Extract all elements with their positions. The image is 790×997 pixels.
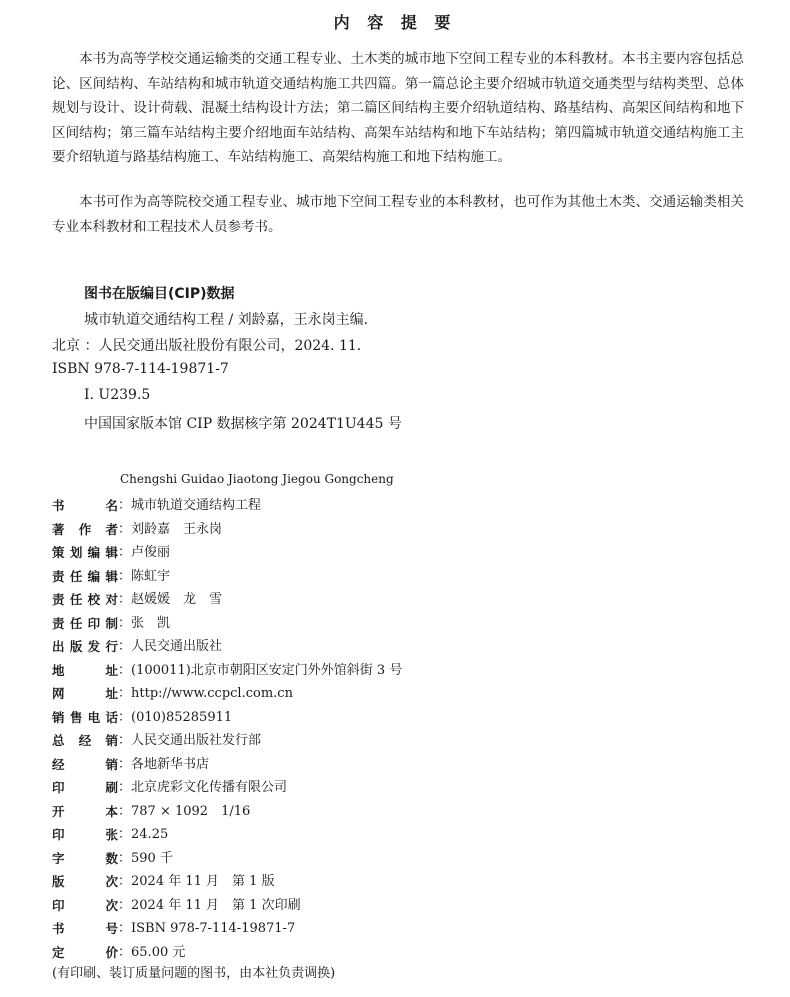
detail-colon: ：	[118, 780, 132, 795]
detail-label-char: 编	[87, 568, 101, 584]
detail-label-char: 数	[105, 850, 118, 866]
detail-row	[52, 729, 402, 753]
detail-value: http://www.ccpcl.com.cn	[131, 686, 293, 701]
detail-row	[52, 823, 402, 847]
detail-label-char: 版	[69, 639, 83, 654]
detail-label-char: 电	[87, 709, 101, 725]
detail-label-char: 印	[52, 897, 65, 913]
detail-value: 陈虹宇	[131, 568, 171, 584]
detail-label	[52, 565, 118, 589]
detail-label-char: 责	[52, 615, 65, 631]
detail-colon: ：	[118, 592, 132, 607]
detail-label	[52, 659, 118, 683]
detail-value: 人民交通出版社	[131, 639, 223, 654]
detail-value: 65.00 元	[131, 944, 186, 960]
detail-row	[52, 870, 402, 894]
detail-colon: ：	[118, 850, 132, 866]
detail-colon: ：	[118, 498, 132, 513]
detail-label-char: 制	[105, 615, 118, 631]
detail-label	[52, 917, 118, 941]
detail-row	[52, 894, 402, 918]
detail-label-char: 总	[52, 733, 65, 748]
detail-colon: ：	[118, 874, 132, 889]
detail-label-char: 名	[105, 498, 118, 513]
detail-value: 城市轨道交通结构工程	[131, 498, 262, 513]
detail-label-char: 本	[105, 803, 118, 819]
detail-label	[52, 753, 118, 777]
detail-value: (010)85285911	[131, 709, 233, 725]
detail-label	[52, 894, 118, 918]
detail-colon: ：	[118, 733, 132, 748]
detail-label-char: 经	[78, 733, 92, 748]
detail-label	[52, 706, 118, 730]
detail-label	[52, 823, 118, 847]
detail-label-char: 责	[52, 592, 65, 607]
detail-label-char: 销	[52, 709, 65, 725]
detail-value: 590 千	[131, 850, 173, 866]
detail-row	[52, 612, 402, 636]
summary-paragraph-1: 本书为高等学校交通运输类的交通工程专业、土木类的城市地下空间工程专业的本科教材。本书主要内容包括总论、区间结构、车站结构和城市轨道交通结构施工共四篇。第一篇总论主要介绍城市轨道交通类型与结构类型、总体规划与设计、设计荷载、混凝土结构设计方法；第二篇区间结构主要介绍轨道结构、路基结构、高架区间结构和地下区间结构；第三篇车站结构主要介绍地面车站结构、高架车站结构和地下车站结构；第四篇城市轨道交通结构施工主要介绍轨道与路基结构施工、车站结构施工、高架结构施工和地下结构施工。	[52, 51, 744, 165]
detail-label-char: 印	[87, 615, 101, 631]
detail-row	[52, 541, 402, 565]
detail-label-char: 号	[105, 921, 118, 936]
detail-label-char: 任	[69, 615, 83, 631]
detail-value: (100011)北京市朝阳区安定门外外馆斜街 3 号	[131, 662, 403, 678]
detail-label-char: 行	[105, 639, 118, 654]
detail-label-char: 址	[105, 662, 118, 678]
detail-label-char: 售	[69, 709, 83, 725]
detail-label-char: 网	[52, 686, 65, 701]
summary-paragraph-2: 本书可作为高等院校交通工程专业、城市地下空间工程专业的本科教材，也可作为其他土木类、交通运输类相关专业本科教材和工程技术人员参考书。	[52, 194, 744, 235]
detail-value: 人民交通出版社发行部	[131, 733, 262, 748]
detail-row	[52, 494, 402, 518]
detail-value: 2024 年 11 月 第 1 次印刷	[131, 897, 301, 913]
detail-label-char: 刷	[105, 780, 118, 795]
detail-colon: ：	[118, 827, 132, 842]
detail-label	[52, 941, 118, 965]
detail-label	[52, 541, 118, 565]
detail-label	[52, 494, 118, 518]
detail-label-char: 经	[52, 756, 65, 772]
detail-value: 刘龄嘉 王永岗	[131, 521, 223, 537]
detail-colon: ：	[118, 545, 132, 560]
detail-label-char: 印	[52, 780, 65, 795]
detail-label	[52, 870, 118, 894]
detail-value: 2024 年 11 月 第 1 版	[131, 874, 275, 889]
cip-line-publisher: 北京 ：人民交通出版社股份有限公司，2024. 11.	[52, 338, 362, 354]
detail-colon: ：	[118, 921, 132, 936]
detail-label-char: 出	[52, 639, 65, 654]
pinyin-title: Chengshi Guidao Jiaotong Jiegou Gongcheng	[120, 472, 394, 486]
detail-label-char: 张	[105, 827, 118, 842]
detail-label-char: 发	[87, 639, 101, 654]
detail-label-char: 版	[52, 874, 65, 889]
detail-colon: ：	[118, 944, 132, 960]
detail-value: 张 凯	[131, 615, 171, 631]
detail-label-char: 次	[105, 874, 118, 889]
detail-row	[52, 753, 402, 777]
detail-label-char: 任	[69, 568, 83, 584]
detail-label	[52, 612, 118, 636]
detail-label	[52, 518, 118, 542]
cip-line-classification: Ⅰ. U239.5	[84, 387, 151, 403]
detail-label-char: 编	[87, 545, 101, 560]
detail-label-char: 作	[78, 521, 92, 537]
detail-label	[52, 729, 118, 753]
cip-heading: 图书在版编目(CIP)数据	[84, 286, 235, 302]
detail-label-char: 著	[52, 521, 65, 537]
detail-colon: ：	[118, 897, 132, 913]
detail-label-char: 地	[52, 662, 65, 678]
detail-label-char: 责	[52, 568, 65, 584]
detail-row	[52, 706, 402, 730]
detail-row	[52, 847, 402, 871]
footnote: (有印刷、装订质量问题的图书，由本社负责调换)	[52, 966, 336, 981]
cip-line-isbn: ISBN 978-7-114-19871-7	[52, 361, 229, 377]
detail-row	[52, 800, 402, 824]
detail-colon: ：	[118, 615, 132, 631]
detail-colon: ：	[118, 803, 132, 819]
detail-label-char: 话	[105, 709, 118, 725]
detail-label-char: 书	[52, 498, 65, 513]
detail-label-char: 印	[52, 827, 65, 842]
detail-row	[52, 682, 402, 706]
detail-label-char: 任	[69, 592, 83, 607]
detail-row	[52, 588, 402, 612]
detail-label-char: 书	[52, 921, 65, 936]
detail-label	[52, 588, 118, 612]
detail-label	[52, 635, 118, 659]
detail-row	[52, 565, 402, 589]
cip-line-record-number: 中国国家版本馆 CIP 数据核字第 2024T1U445 号	[84, 416, 402, 432]
detail-label-char: 字	[52, 850, 65, 866]
detail-label-char: 价	[105, 944, 118, 960]
detail-label-char: 辑	[105, 545, 118, 560]
detail-row	[52, 917, 402, 941]
detail-colon: ：	[118, 709, 132, 725]
detail-label-char: 定	[52, 944, 65, 960]
detail-label-char: 策	[52, 545, 65, 560]
detail-colon: ：	[118, 521, 132, 537]
detail-colon: ：	[118, 662, 132, 678]
detail-label-char: 开	[52, 803, 65, 819]
detail-colon: ：	[118, 568, 132, 584]
detail-label-char: 校	[87, 592, 101, 607]
detail-row	[52, 635, 402, 659]
detail-row	[52, 659, 402, 683]
detail-value: 北京虎彩文化传播有限公司	[131, 780, 288, 795]
detail-row	[52, 776, 402, 800]
detail-value: 24.25	[131, 827, 169, 842]
cip-line-title: 城市轨道交通结构工程 / 刘龄嘉，王永岗主编.	[84, 312, 369, 328]
detail-label-char: 销	[105, 733, 118, 748]
detail-row	[52, 518, 402, 542]
detail-value: 卢俊丽	[131, 545, 171, 560]
publication-details	[52, 494, 402, 964]
detail-value: 赵媛媛 龙 雪	[131, 592, 223, 607]
detail-row	[52, 941, 402, 965]
detail-label	[52, 847, 118, 871]
detail-label-char: 对	[105, 592, 118, 607]
detail-value: ISBN 978-7-114-19871-7	[131, 921, 296, 936]
detail-label-char: 次	[105, 897, 118, 913]
detail-label-char: 者	[105, 521, 118, 537]
detail-label	[52, 800, 118, 824]
detail-label-char: 划	[69, 545, 83, 560]
page-title: 内 容 提 要	[333, 13, 457, 32]
detail-label	[52, 776, 118, 800]
detail-label	[52, 682, 118, 706]
detail-colon: ：	[118, 756, 132, 772]
detail-value: 各地新华书店	[131, 756, 210, 772]
detail-colon: ：	[118, 639, 132, 654]
detail-label-char: 辑	[105, 568, 118, 584]
detail-label-char: 址	[105, 686, 118, 701]
detail-value: 787 × 1092 1/16	[131, 803, 251, 819]
detail-label-char: 销	[105, 756, 118, 772]
detail-colon: ：	[118, 686, 132, 701]
